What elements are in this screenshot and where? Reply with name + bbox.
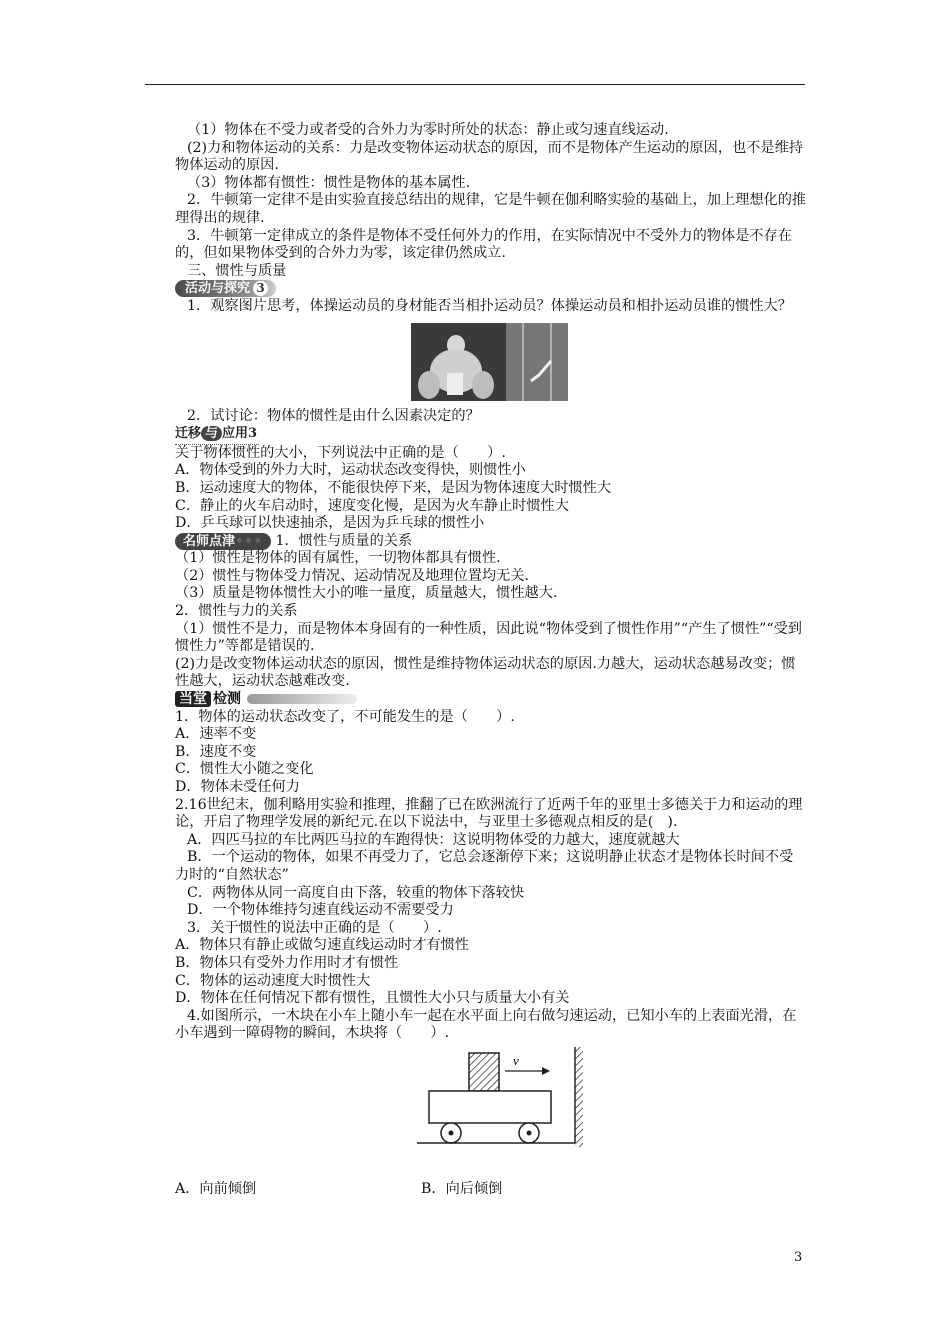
- text-line: (2)力和物体运动的关系：力是改变物体运动状态的原因，而不是物体产生运动的原因，也不是维持物体运动的原因.: [175, 139, 803, 174]
- badge-text: 检测: [213, 691, 241, 708]
- option: C．惯性大小随之变化: [175, 761, 314, 778]
- activity-question-1: 1．观察图片思考，体操运动员的身材能否当相扑运动员？体操运动员和相扑运动员谁的惯性大？: [187, 297, 792, 314]
- badge-decoration: [247, 694, 357, 704]
- text-line: （3）物体都有惯性：惯性是物体的基本属性.: [187, 174, 471, 191]
- option: B．速度不变: [175, 743, 257, 760]
- option: A．物体只有静止或做匀速直线运动时才有惯性: [175, 937, 469, 954]
- text-line: (2)力是改变物体运动状态的原因，惯性是维持物体运动状态的原因.力越大，运动状态越易改变；惯性越大，运动状态越难改变.: [175, 655, 796, 690]
- option: C．两物体从同一高度自由下落，较重的物体下落较快: [187, 884, 525, 901]
- page-number: 3: [794, 1250, 803, 1265]
- question: 1．物体的运动状态改变了，不可能发生的是（ ）.: [175, 708, 515, 725]
- sumo-gymnast-photo: [411, 323, 568, 401]
- badge-text: 名师点津: [183, 533, 236, 549]
- page-body: [175, 122, 807, 1199]
- badge-highlight: 与: [201, 426, 222, 441]
- option: C．静止的火车启动时，速度变化慢，是因为火车静止时惯性大: [175, 497, 569, 514]
- activity-question-2: 2．试讨论：物体的惯性是由什么因素决定的？: [187, 407, 480, 424]
- option: B．物体只有受外力作用时才有惯性: [175, 954, 399, 971]
- header-rule: [145, 84, 805, 85]
- option: D．乒乓球可以快速抽杀，是因为乒乓球的惯性小: [175, 515, 485, 532]
- teacher-heading-2: 2．惯性与力的关系: [175, 603, 298, 620]
- badge-text: 活动与探究: [185, 281, 251, 297]
- text-line: （1）惯性是物体的固有属性，一切物体都具有惯性.: [175, 550, 501, 567]
- text-line: 3．牛顿第一定律成立的条件是物体不受任何外力的作用，在实际情况中不受外力的物体是不存在的，但如果物体受到的合外力为零，该定律仍然成立.: [175, 227, 792, 262]
- badge-text-post: 应用3: [222, 426, 258, 442]
- test-badge: [175, 691, 807, 709]
- teacher-heading-1: 1．惯性与质量的关系: [275, 532, 413, 549]
- option: B．运动速度大的物体，不能很快停下来，是因为物体速度大时惯性大: [175, 479, 612, 496]
- cart-block-figure: [417, 1047, 587, 1177]
- badge-dots: •••: [235, 533, 263, 549]
- text-line: （1）惯性不是力，而是物体本身固有的一种性质，因此说“物体受到了惯性作用”“产生了惯性”“受到惯性力”等都是错误的.: [175, 620, 802, 655]
- activity-badge: [175, 280, 807, 298]
- question: 4.如图所示，一木块在小车上随小车一起在水平面上向右做匀速运动，已知小车的上表面光滑，在小车遇到一障碍物的瞬间，木块将（ ）.: [175, 1007, 797, 1042]
- section-heading: 三、惯性与质量: [187, 262, 287, 279]
- option: D．物体未受任何力: [175, 779, 300, 795]
- badge-text-pre: 迁移: [175, 426, 202, 442]
- option: A．物体受到的外力大时，运动状态改变得快，则惯性小: [175, 462, 526, 479]
- teacher-badge-line: [175, 533, 807, 551]
- question-stem: 关于物体惯性的大小，下列说法中正确的是（ ）.: [175, 444, 506, 461]
- badge-highlight: 当堂: [175, 691, 211, 707]
- text-line: （1）物体在不受力或者受的合外力为零时所处的状态：静止或匀速直线运动.: [187, 122, 669, 138]
- option: D．一个物体维持匀速直线运动不需要受力: [187, 902, 454, 919]
- option: D．物体在任何情况下都有惯性，且惯性大小只与质量大小有关: [175, 990, 570, 1007]
- q4-options: [175, 1181, 807, 1199]
- text-line: （3）质量是物体惯性大小的唯一量度，质量越大，惯性越大.: [175, 585, 558, 602]
- text-line: 2．牛顿第一定律不是由实验直接总结出的规律，它是牛顿在伽利略实验的基础上，加上理想化的推理得出的规律.: [175, 192, 807, 226]
- badge-number: 3: [253, 281, 268, 296]
- transfer-badge: [175, 425, 807, 445]
- option: C．物体的运动速度大时惯性大: [175, 972, 371, 989]
- option: A．速率不变: [175, 726, 257, 743]
- text-line: （2）惯性与物体受力情况、运动情况及地理位置均无关.: [175, 567, 530, 584]
- question: 2.16世纪末，伽利略用实验和推理，推翻了已在欧洲流行了近两千年的亚里士多德关于力和运动的理论，开启了物理学发展的新纪元.在以下说法中，与亚里士多德观点相反的是( ).: [175, 796, 803, 831]
- option: B．一个运动的物体，如果不再受力了，它总会逐渐停下来；这说明静止状态才是物体长时间不受力时的“自然状态”: [175, 849, 794, 883]
- question: 3．关于惯性的说法中正确的是（ ）.: [187, 919, 442, 936]
- option: A．向前倾倒: [175, 1180, 257, 1197]
- velocity-label: v: [513, 1052, 519, 1068]
- option: A．四匹马拉的车比两匹马拉的车跑得快：这说明物体受的力越大，速度就越大: [187, 831, 680, 848]
- option: B．向后倾倒: [421, 1180, 503, 1197]
